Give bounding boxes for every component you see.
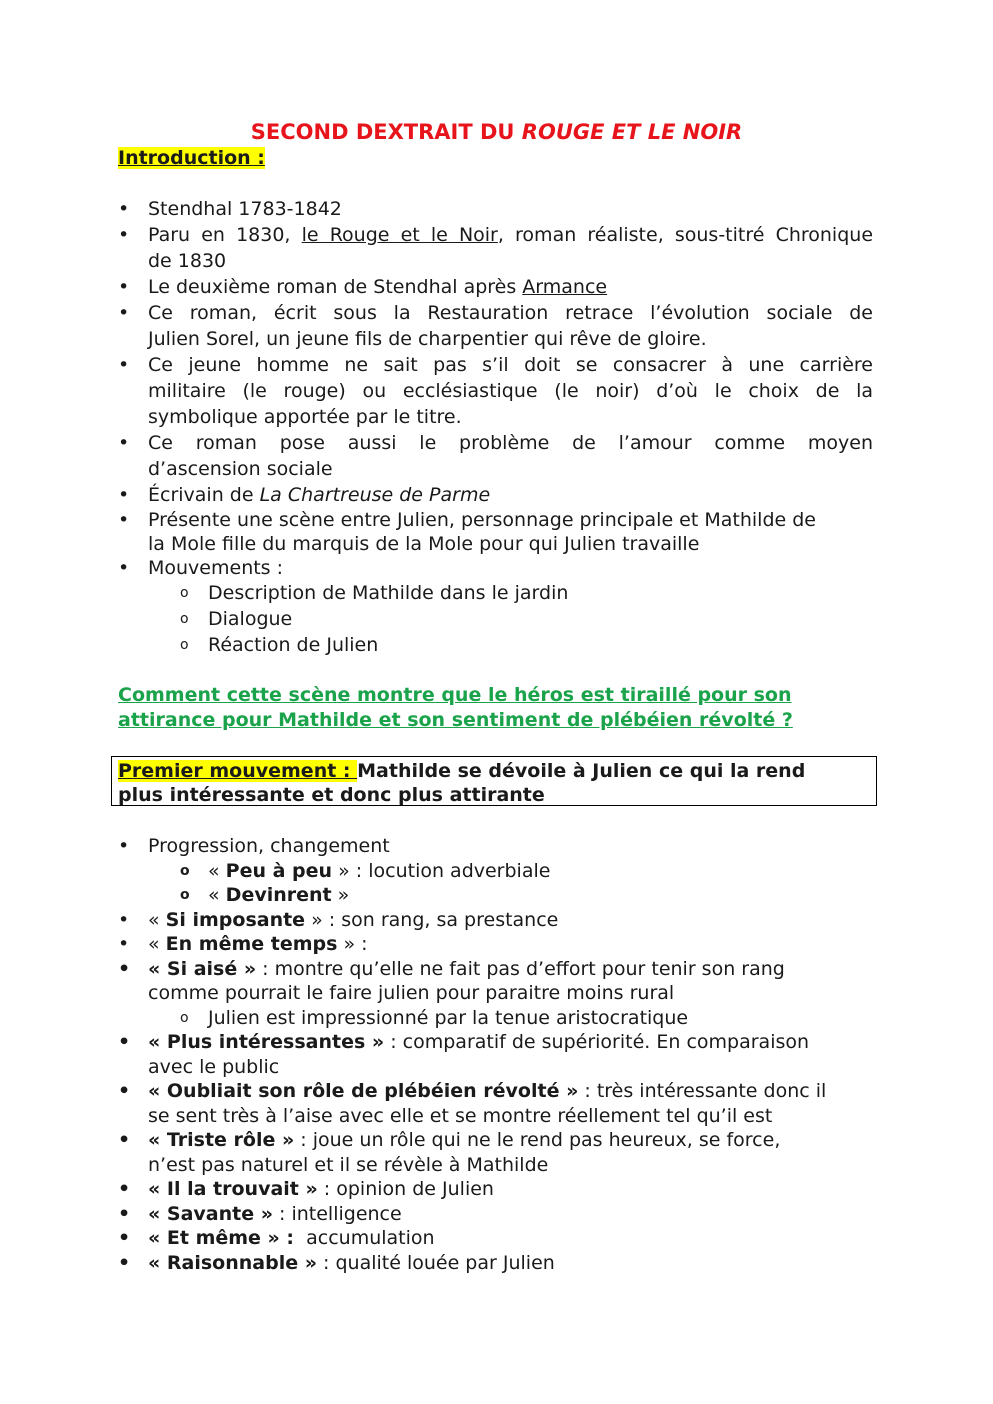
circle-bullet-icon: o	[180, 637, 189, 653]
circle-bullet-icon: o	[180, 1009, 189, 1026]
bullet-icon: •	[118, 1251, 131, 1274]
list-item: • « Et même » : accumulation	[118, 1227, 435, 1249]
sub-list-item: o Dialogue	[180, 608, 293, 630]
circle-bullet-icon: o	[180, 611, 189, 627]
bullet-icon: •	[118, 302, 130, 324]
list-item-continuation: la Mole fille du marquis de la Mole pour qui Julien travaille	[148, 533, 700, 555]
intro-list	[118, 196, 873, 658]
list-item: • « En même temps » :	[118, 933, 368, 955]
bullet-icon: •	[118, 198, 130, 220]
list-item: • Mouvements :	[118, 557, 284, 579]
bullet-icon: •	[118, 484, 130, 506]
list-item: • « Raisonnable » : qualité louée par Julien	[118, 1251, 555, 1274]
bullet-icon: •	[118, 557, 130, 579]
list-item: • « Si imposante » : son rang, sa prestance	[118, 908, 559, 931]
bullet-icon: •	[118, 1227, 131, 1249]
analysis-list	[118, 834, 873, 1275]
sub-list-item: o « Peu à peu » : locution adverbiale	[180, 859, 551, 882]
circle-bullet-icon: o	[180, 585, 189, 601]
list-item: • « Si aisé » : montre qu’elle ne fait pas d’effort pour tenir son rang	[118, 957, 785, 980]
list-item: • « Triste rôle » : joue un rôle qui ne le rend pas heureux, se force,	[118, 1129, 781, 1151]
bullet-icon: •	[118, 1031, 131, 1053]
list-item: • « Il la trouvait » : opinion de Julien	[118, 1178, 494, 1200]
bullet-icon: •	[118, 835, 130, 857]
list-item: • Progression, changement	[118, 835, 390, 857]
list-item: • « Oubliait son rôle de plébéien révolté » : très intéressante donc il	[118, 1080, 827, 1102]
list-item: • « Plus intéressantes » : comparatif de supériorité. En comparaison	[118, 1031, 810, 1053]
bullet-icon: •	[118, 354, 130, 376]
page-title	[0, 120, 993, 144]
bullet-icon: •	[118, 1129, 131, 1151]
bullet-icon: •	[118, 957, 131, 980]
bullet-icon: •	[118, 1202, 131, 1225]
list-item: • Paru en 1830, le Rouge et le Noir, roman réaliste, sous-titré Chronique	[118, 224, 874, 246]
list-item: • Présente une scène entre Julien, personnage principale et Mathilde de	[118, 509, 816, 531]
problematic-question: Comment cette scène montre que le héros est tiraillé pour son attirance pour Mathilde et son sentiment de plébéien révolté ?	[118, 684, 793, 731]
intro-heading: Introduction :	[118, 147, 265, 169]
bullet-icon: •	[118, 933, 130, 955]
list-item: • Stendhal 1783-1842	[118, 198, 342, 220]
list-item-continuation: n’est pas naturel et il se révèle à Mathilde	[148, 1153, 549, 1176]
book-title-link: Armance	[522, 276, 608, 298]
list-item: • Écrivain de La Chartreuse de Parme	[118, 484, 491, 506]
premier-mouvement-label: Premier mouvement :	[118, 760, 358, 782]
list-item-continuation: se sent très à l’aise avec elle et se montre réellement tel qu’il est	[148, 1104, 773, 1127]
list-item: • Ce roman pose aussi le problème de l’amour comme moyen	[118, 432, 873, 454]
circle-bullet-icon: o	[180, 862, 190, 879]
list-item-continuation: comme pourrait le faire julien pour paraitre moins rural	[148, 982, 675, 1004]
bullet-icon: •	[118, 1080, 131, 1102]
list-item-continuation: Julien Sorel, un jeune fils de charpentier qui rêve de gloire.	[148, 328, 707, 350]
book-title-link: le Rouge et le Noir	[301, 224, 498, 246]
sub-list-item: o Description de Mathilde dans le jardin	[180, 582, 569, 604]
list-item-continuation: avec le public	[148, 1055, 280, 1078]
list-item-continuation: symbolique apportée par le titre.	[148, 406, 462, 428]
list-item: • Ce jeune homme ne sait pas s’il doit se consacrer à une carrière	[118, 354, 873, 376]
list-item: • Le deuxième roman de Stendhal après Armance	[118, 276, 608, 298]
list-item-continuation: d’ascension sociale	[148, 458, 333, 480]
bullet-icon: •	[118, 224, 130, 246]
premier-mouvement-box: Premier mouvement : Mathilde se dévoile à Julien ce qui la rend plus intéressante et donc plus attirante	[111, 756, 877, 806]
sub-list-item: o Réaction de Julien	[180, 634, 379, 656]
sub-list-item: o « Devinrent »	[180, 884, 350, 906]
list-item: • Ce roman, écrit sous la Restauration retrace l’évolution sociale de	[118, 302, 873, 324]
list-item-continuation: militaire (le rouge) ou ecclésiastique (le noir) d’où le choix de la	[148, 380, 873, 402]
bullet-icon: •	[118, 509, 130, 531]
sub-list-item: o Julien est impressionné par la tenue aristocratique	[180, 1006, 689, 1029]
title-italic: ROUGE ET LE NOIR	[521, 120, 743, 144]
book-title: La Chartreuse de Parme	[259, 484, 491, 506]
bullet-icon: •	[118, 276, 130, 298]
list-item: • « Savante » : intelligence	[118, 1202, 402, 1225]
bullet-icon: •	[118, 432, 130, 454]
circle-bullet-icon: o	[180, 887, 190, 903]
bullet-icon: •	[118, 908, 130, 931]
list-item-continuation: de 1830	[148, 250, 227, 272]
title-main: SECOND DEXTRAIT DU	[250, 120, 522, 144]
bullet-icon: •	[118, 1178, 131, 1200]
